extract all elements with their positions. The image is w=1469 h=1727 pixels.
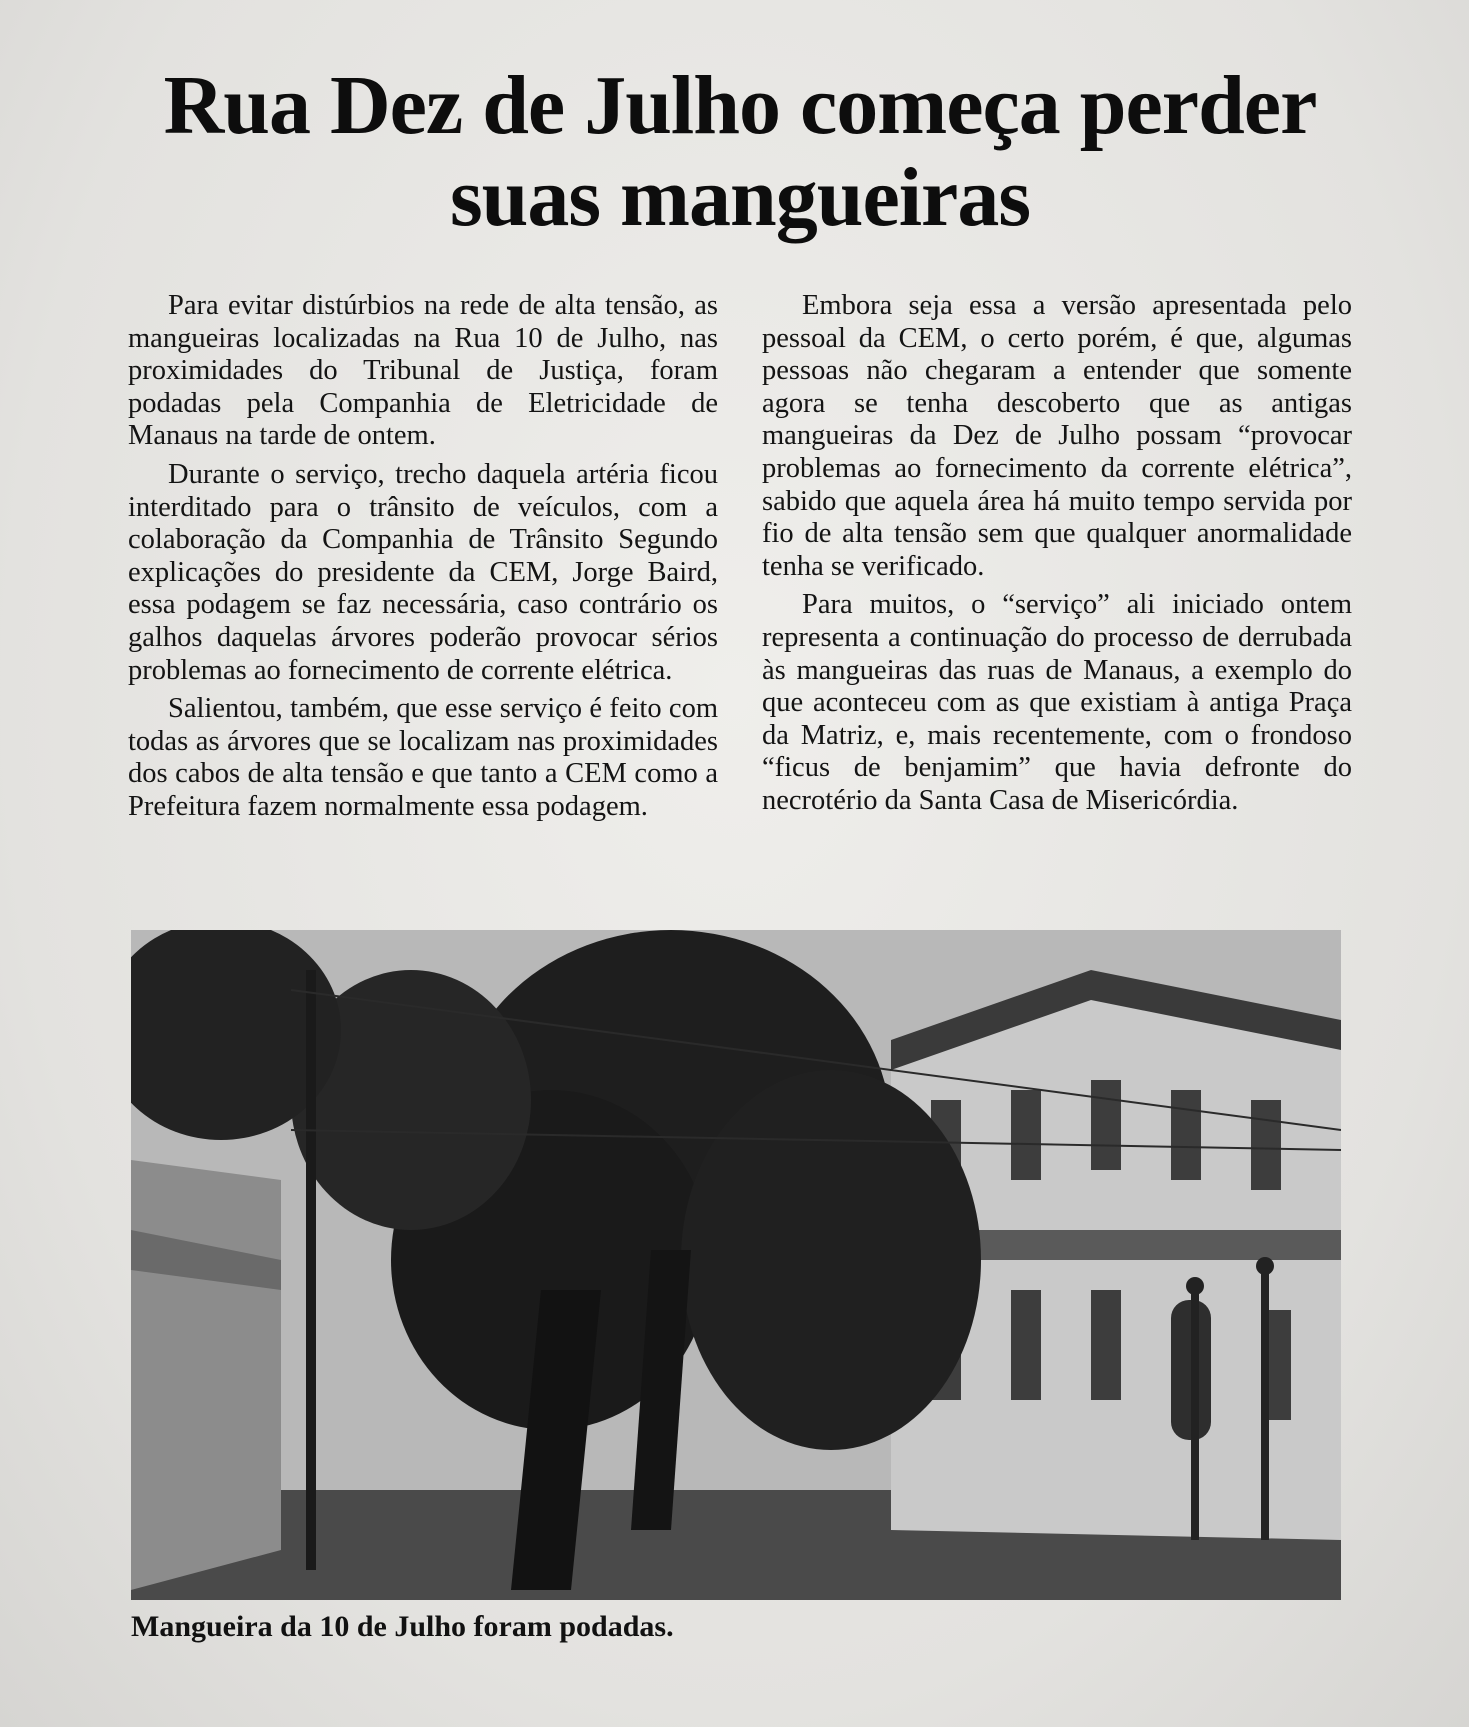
paragraph: Durante o serviço, trecho daquela artéria ficou interditado para o trânsito de veículos, com a colaboração da Companhia de Trânsito Segundo explicações do presidente da CEM, Jorge Baird, essa podagem se faz necessária, caso contrário os galhos daquelas árvores poderão provocar sérios problemas ao fornecimento de corrente elétrica. <box>128 458 718 686</box>
paragraph: Salientou, também, que esse serviço é feito com todas as árvores que se localizam nas proximidades dos cabos de alta tensão e que tanto a CEM como a Prefeitura fazem normalmente essa podagem. <box>128 693 718 822</box>
photo-caption: Mangueira da 10 de Julho foram podadas. <box>131 1610 674 1643</box>
paragraph: Embora seja essa a versão apresentada pelo pessoal da CEM, o certo porém, é que, algumas pessoas não chegaram a entender que somente agora se tenha descoberto que as antigas mangueiras da Dez de Julho possam “provocar problemas ao fornecimento da corrente elétrica”, sabido que aquela área há muito tempo servida por fio de alta tensão sem que qualquer anormalidade tenha se verificado. <box>762 290 1352 582</box>
headline: Rua Dez de Julho começa perder suas mangueiras <box>163 59 1317 244</box>
right-column <box>762 290 1352 824</box>
paragraph: Para muitos, o “serviço” ali iniciado ontem representa a continuação do processo de derrubada às mangueiras das ruas de Manaus, a exemplo do que aconteceu com as que existiam à antiga Praça da Matriz, e, mais recentemente, com o frondoso “ficus de benjamim” que havia defronte do necrotério da Santa Casa de Misericórdia. <box>762 589 1352 816</box>
street-photo-illustration <box>131 930 1341 1600</box>
street-photo <box>131 930 1341 1600</box>
paragraph: Para evitar distúrbios na rede de alta tensão, as mangueiras localizadas na Rua 10 de Julho, nas proximidades do Tribunal de Justiça, foram podadas pela Companhia de Eletricidade de Manaus na tarde de ontem. <box>128 290 718 452</box>
left-column <box>128 290 718 830</box>
